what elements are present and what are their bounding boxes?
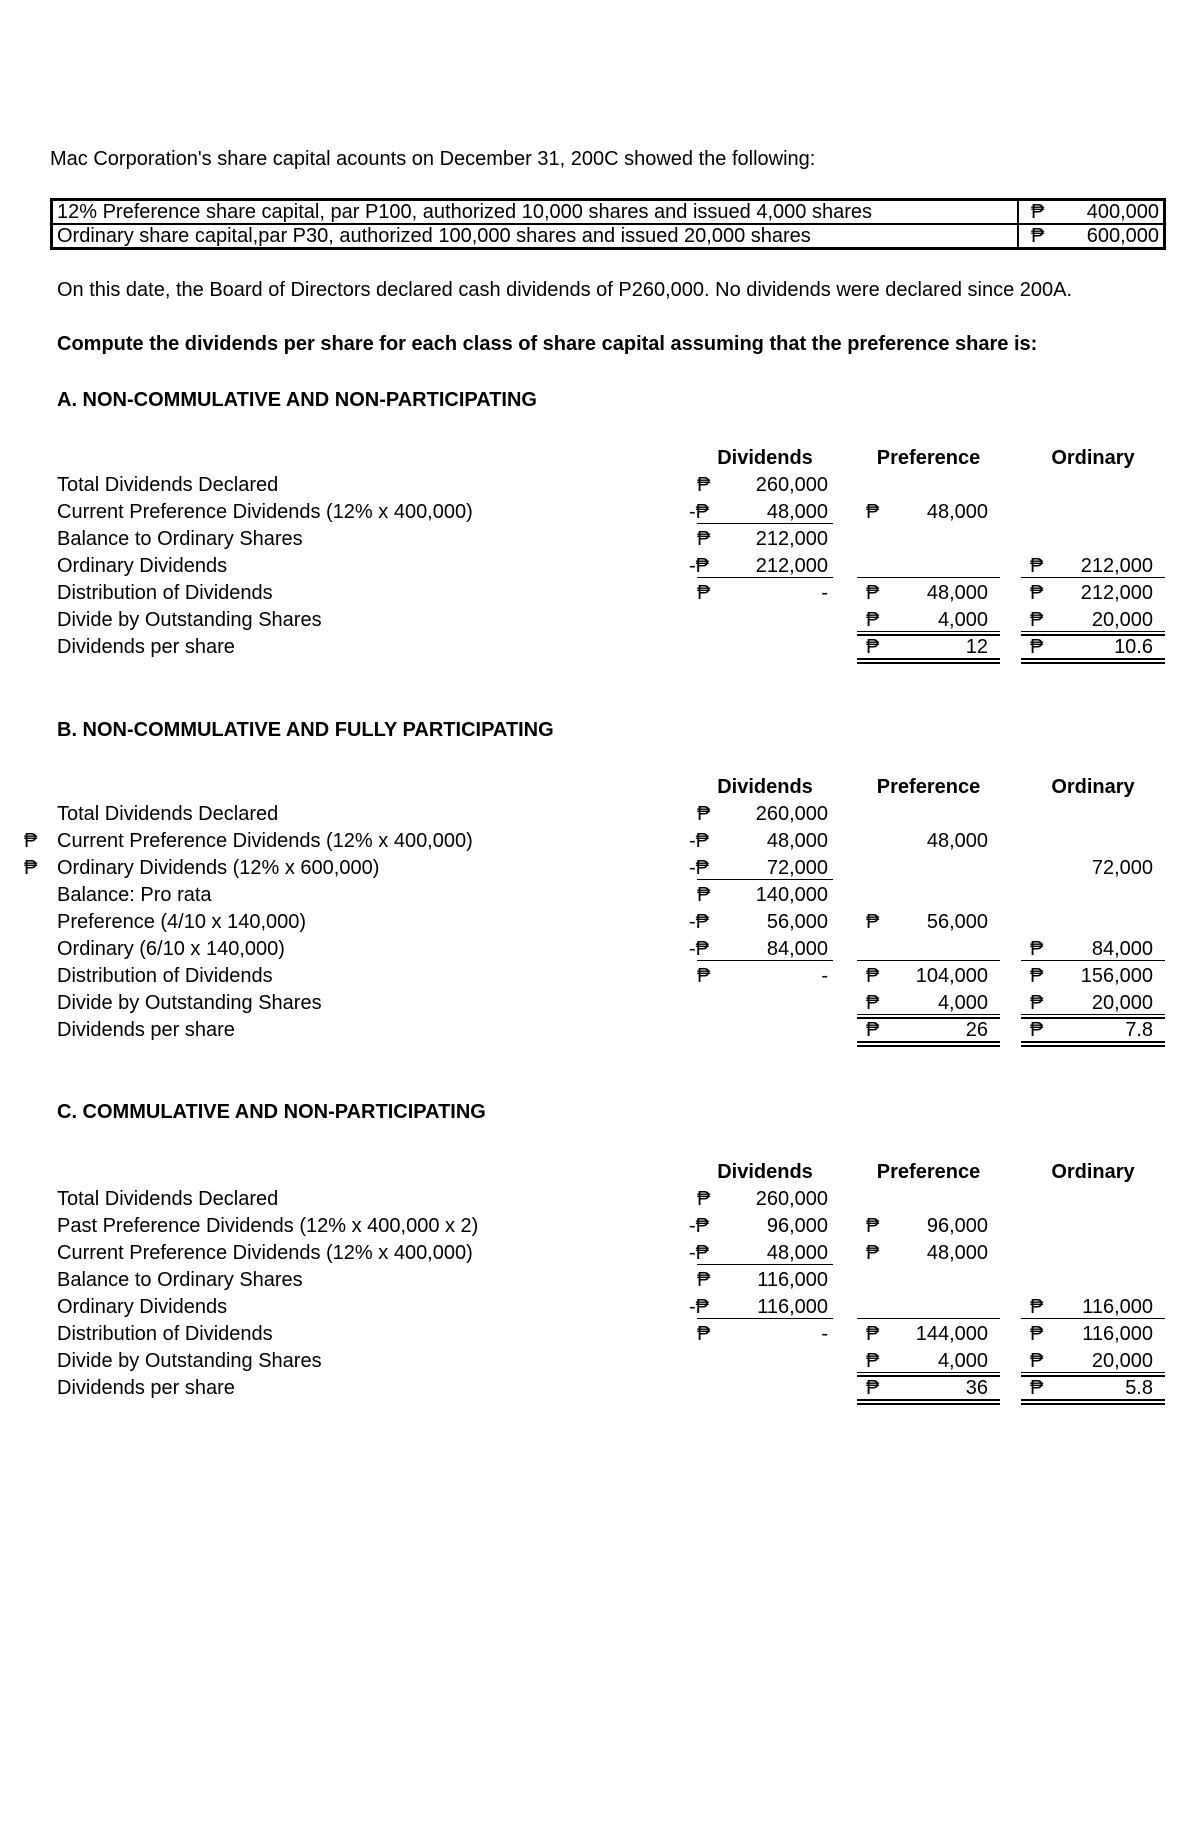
column-header-preference: Preference <box>876 776 981 798</box>
column-header-ordinary: Ordinary <box>1051 776 1135 798</box>
peso-sign: ₱ <box>697 528 711 550</box>
double-underline-rule <box>857 1403 1000 1405</box>
double-underline-rule <box>1021 1399 1165 1401</box>
amount-value: 116,000 <box>1082 1323 1153 1345</box>
amount-value: 48,000 <box>766 830 828 852</box>
amount-value: 4,000 <box>937 1350 988 1372</box>
amount-value: 96,000 <box>926 1215 988 1237</box>
row-label: Balance to Ordinary Shares <box>57 1269 303 1291</box>
column-header-dividends: Dividends <box>717 776 813 798</box>
row-label: Total Dividends Declared <box>57 474 279 496</box>
total-rule <box>857 634 1000 636</box>
amount-value: 116,000 <box>1082 1296 1153 1318</box>
underline-rule <box>1021 1318 1165 1319</box>
underline-rule <box>1021 1014 1165 1015</box>
underline-rule <box>857 1318 1000 1319</box>
peso-sign: -₱ <box>689 1296 709 1318</box>
amount-value: 116,000 <box>757 1296 828 1318</box>
amount-value: 48,000 <box>926 501 988 523</box>
amount-value: 600,000 <box>1086 225 1159 247</box>
amount-value: 72,000 <box>766 857 828 879</box>
column-header-ordinary: Ordinary <box>1051 1161 1135 1183</box>
peso-sign: ₱ <box>1031 225 1045 247</box>
amount-value: 20,000 <box>1091 1350 1153 1372</box>
column-header-preference: Preference <box>876 1161 981 1183</box>
instruction-text: Compute the dividends per share for each class of share capital assuming that the preference share is: <box>57 333 1038 355</box>
underline-rule <box>857 1014 1000 1015</box>
amount-value: 36 <box>965 1377 988 1399</box>
amount-value: 26 <box>965 1019 988 1041</box>
underline-rule <box>697 523 833 524</box>
peso-sign: ₱ <box>697 803 711 825</box>
margin-peso-sign: ₱ <box>24 857 38 879</box>
double-underline-rule <box>1021 662 1165 664</box>
capital-amount <box>1018 224 1165 249</box>
row-label: Dividends per share <box>57 636 235 658</box>
peso-sign: ₱ <box>866 992 880 1014</box>
amount-value: 116,000 <box>757 1269 828 1291</box>
underline-rule <box>857 1372 1000 1373</box>
row-label: Current Preference Dividends (12% x 400,000) <box>57 830 473 852</box>
section-title: A. NON-COMMULATIVE AND NON-PARTICIPATING <box>57 389 537 411</box>
underline-rule <box>857 577 1000 578</box>
peso-sign: ₱ <box>697 1269 711 1291</box>
underline-rule <box>1021 960 1165 961</box>
amount-value: 5.8 <box>1125 1377 1153 1399</box>
column-header-preference: Preference <box>876 447 981 469</box>
double-underline-rule <box>857 1041 1000 1043</box>
peso-sign: ₱ <box>1031 201 1045 223</box>
underline-rule <box>697 960 833 961</box>
amount-value: 140,000 <box>755 884 828 906</box>
row-label: Balance: Pro rata <box>57 884 212 906</box>
peso-sign: ₱ <box>866 1350 880 1372</box>
amount-value: 260,000 <box>755 1188 828 1210</box>
amount-value: 72,000 <box>1091 857 1153 879</box>
table-row <box>52 200 1165 225</box>
underline-rule <box>697 879 833 880</box>
underline-rule <box>1021 1372 1165 1373</box>
double-underline-rule <box>1021 1403 1165 1405</box>
underline-rule <box>1021 631 1165 632</box>
peso-sign: ₱ <box>866 1215 880 1237</box>
column-header-dividends: Dividends <box>717 1161 813 1183</box>
amount-value: 48,000 <box>766 501 828 523</box>
amount-value: 10.6 <box>1114 636 1153 658</box>
peso-sign: -₱ <box>689 857 709 879</box>
row-label: Ordinary Dividends <box>57 1296 228 1318</box>
amount-value: 212,000 <box>1080 555 1153 577</box>
section-title: B. NON-COMMULATIVE AND FULLY PARTICIPATING <box>57 719 554 741</box>
peso-sign: ₱ <box>866 1019 880 1041</box>
peso-sign: ₱ <box>866 1242 880 1264</box>
table-row <box>52 224 1165 249</box>
amount-value: - <box>821 1323 828 1345</box>
amount-value: 48,000 <box>926 830 988 852</box>
peso-sign: ₱ <box>1030 938 1044 960</box>
double-underline-rule <box>857 1045 1000 1047</box>
peso-sign: ₱ <box>1030 582 1044 604</box>
amount-value: 212,000 <box>755 555 828 577</box>
peso-sign: ₱ <box>1030 609 1044 631</box>
peso-sign: ₱ <box>866 1377 880 1399</box>
row-label: Dividends per share <box>57 1019 235 1041</box>
peso-sign: ₱ <box>1030 1296 1044 1318</box>
capital-desc: 12% Preference share capital, par P100, authorized 10,000 shares and issued 4,000 shares <box>52 200 1019 225</box>
peso-sign: ₱ <box>866 911 880 933</box>
peso-sign: ₱ <box>697 1188 711 1210</box>
column-header-ordinary: Ordinary <box>1051 447 1135 469</box>
section-title: C. COMMULATIVE AND NON-PARTICIPATING <box>57 1101 486 1123</box>
amount-value: 48,000 <box>926 582 988 604</box>
peso-sign: ₱ <box>697 582 711 604</box>
peso-sign: ₱ <box>1030 555 1044 577</box>
amount-value: 212,000 <box>755 528 828 550</box>
row-label: Current Preference Dividends (12% x 400,000) <box>57 501 473 523</box>
double-underline-rule <box>1021 1045 1165 1047</box>
peso-sign: ₱ <box>866 1323 880 1345</box>
peso-sign: ₱ <box>1030 992 1044 1014</box>
underline-rule <box>697 1264 833 1265</box>
amount-value: 260,000 <box>755 803 828 825</box>
peso-sign: -₱ <box>689 501 709 523</box>
double-underline-rule <box>857 662 1000 664</box>
amount-value: 400,000 <box>1086 201 1159 223</box>
amount-value: 104,000 <box>915 965 988 987</box>
peso-sign: -₱ <box>689 555 709 577</box>
peso-sign: ₱ <box>697 965 711 987</box>
amount-value: 12 <box>965 636 988 658</box>
total-rule <box>1021 1375 1165 1377</box>
row-label: Total Dividends Declared <box>57 803 279 825</box>
peso-sign: ₱ <box>1030 636 1044 658</box>
peso-sign: -₱ <box>689 911 709 933</box>
peso-sign: ₱ <box>1030 1350 1044 1372</box>
peso-sign: -₱ <box>689 938 709 960</box>
total-rule <box>857 1375 1000 1377</box>
peso-sign: ₱ <box>866 965 880 987</box>
peso-sign: ₱ <box>1030 965 1044 987</box>
amount-value: 212,000 <box>1080 582 1153 604</box>
amount-value: 56,000 <box>926 911 988 933</box>
amount-value: 48,000 <box>926 1242 988 1264</box>
peso-sign: ₱ <box>866 582 880 604</box>
peso-sign: ₱ <box>1030 1377 1044 1399</box>
peso-sign: -₱ <box>689 1242 709 1264</box>
amount-value: 20,000 <box>1091 609 1153 631</box>
row-label: Divide by Outstanding Shares <box>57 609 322 631</box>
row-label: Dividends per share <box>57 1377 235 1399</box>
amount-value: 144,000 <box>915 1323 988 1345</box>
amount-value: 4,000 <box>937 609 988 631</box>
share-capital-table <box>50 198 1166 250</box>
double-underline-rule <box>857 1399 1000 1401</box>
row-label: Divide by Outstanding Shares <box>57 1350 322 1372</box>
intro-text: Mac Corporation's share capital acounts on December 31, 200C showed the following: <box>50 148 816 170</box>
peso-sign: ₱ <box>697 884 711 906</box>
row-label: Past Preference Dividends (12% x 400,000 x 2) <box>57 1215 479 1237</box>
peso-sign: ₱ <box>697 1323 711 1345</box>
amount-value: 20,000 <box>1091 992 1153 1014</box>
underline-rule <box>1021 577 1165 578</box>
row-label: Ordinary (6/10 x 140,000) <box>57 938 285 960</box>
amount-value: 7.8 <box>1125 1019 1153 1041</box>
peso-sign: ₱ <box>866 636 880 658</box>
amount-value: 48,000 <box>766 1242 828 1264</box>
amount-value: 96,000 <box>766 1215 828 1237</box>
amount-value: 156,000 <box>1080 965 1153 987</box>
row-label: Balance to Ordinary Shares <box>57 528 303 550</box>
peso-sign: ₱ <box>866 501 880 523</box>
row-label: Distribution of Dividends <box>57 965 273 987</box>
margin-peso-sign: ₱ <box>24 830 38 852</box>
amount-value: 56,000 <box>766 911 828 933</box>
peso-sign: -₱ <box>689 1215 709 1237</box>
column-header-dividends: Dividends <box>717 447 813 469</box>
amount-value: 84,000 <box>1091 938 1153 960</box>
capital-amount <box>1018 200 1165 225</box>
double-underline-rule <box>1021 658 1165 660</box>
total-rule <box>1021 634 1165 636</box>
row-label: Ordinary Dividends (12% x 600,000) <box>57 857 380 879</box>
double-underline-rule <box>857 658 1000 660</box>
amount-value: 4,000 <box>937 992 988 1014</box>
row-label: Divide by Outstanding Shares <box>57 992 322 1014</box>
underline-rule <box>697 577 833 578</box>
peso-sign: ₱ <box>866 609 880 631</box>
total-rule <box>1021 1017 1165 1019</box>
row-label: Distribution of Dividends <box>57 1323 273 1345</box>
declaration-text: On this date, the Board of Directors declared cash dividends of P260,000. No dividends were declared since 200A. <box>57 279 1073 301</box>
row-label: Distribution of Dividends <box>57 582 273 604</box>
peso-sign: ₱ <box>1030 1019 1044 1041</box>
row-label: Ordinary Dividends <box>57 555 228 577</box>
amount-value: - <box>821 965 828 987</box>
underline-rule <box>857 960 1000 961</box>
underline-rule <box>857 631 1000 632</box>
peso-sign: ₱ <box>1030 1323 1044 1345</box>
capital-desc: Ordinary share capital,par P30, authorized 100,000 shares and issued 20,000 shares <box>52 224 1019 249</box>
peso-sign: ₱ <box>697 474 711 496</box>
amount-value: 260,000 <box>755 474 828 496</box>
row-label: Total Dividends Declared <box>57 1188 279 1210</box>
row-label: Preference (4/10 x 140,000) <box>57 911 307 933</box>
amount-value: - <box>821 582 828 604</box>
peso-sign: -₱ <box>689 830 709 852</box>
row-label: Current Preference Dividends (12% x 400,000) <box>57 1242 473 1264</box>
amount-value: 84,000 <box>766 938 828 960</box>
total-rule <box>857 1017 1000 1019</box>
double-underline-rule <box>1021 1041 1165 1043</box>
underline-rule <box>697 1318 833 1319</box>
